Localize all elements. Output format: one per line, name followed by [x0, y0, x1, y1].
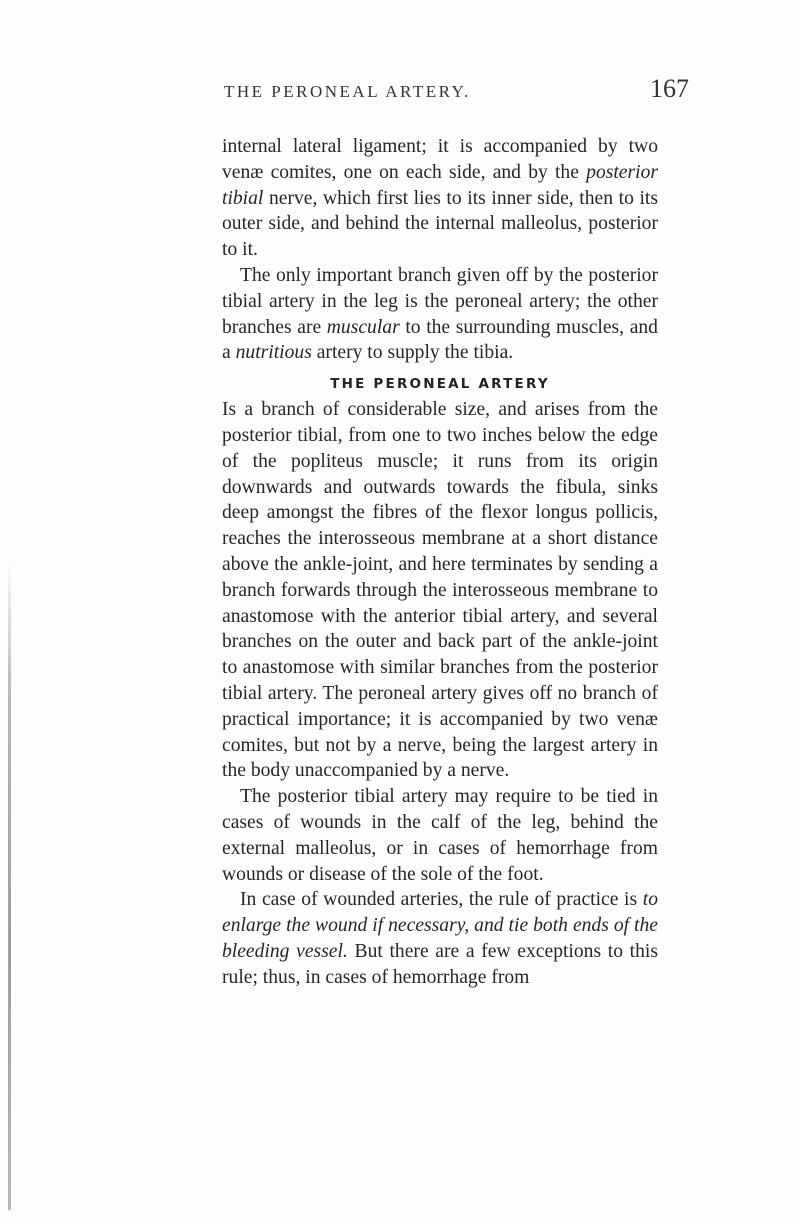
italic-term: muscular — [326, 316, 400, 338]
italic-rule: to enlarge the wound if necessary, and tie both ends of the bleeding vessel. — [222, 889, 658, 962]
text-run: But there are a few exceptions to this rule; thus, in cases of hemorrhage from — [222, 940, 658, 988]
running-title: THE PERONEAL ARTERY. — [224, 82, 471, 101]
paragraph-3: Is a branch of considerable size, and arises from the posterior tibial, from one to two inches below the edge of the popliteus muscle; it runs from its origin downwards and outwards towards the fibula, sinks deep amongst the fibres of the flexor longus pollicis, reaches the interosseous membrane at a short distance above the ankle-joint, and here terminates by sending a branch forwards through the interosseous membrane to anastomose with the anterior tibial artery, and several branches on the outer and back part of the ankle-joint to anastomose with similar branches from the posterior tibial artery. The peroneal artery gives off no branch of practical importance; it is accompanied by two venæ comites, but not by a nerve, being the largest artery in the body unaccompanied by a nerve. — [222, 399, 658, 782]
paragraph-2 — [222, 263, 658, 366]
paragraph-5 — [222, 887, 658, 990]
italic-term: posterior tibial — [222, 161, 658, 209]
text-run: The only important branch given off by the posterior tibial artery in the leg is the peroneal artery; the other branches are — [222, 264, 658, 338]
text-run: internal lateral ligament; it is accompanied by two venæ comites, one on each side, and by the — [222, 136, 658, 183]
body-text — [222, 134, 658, 991]
text-run: nerve, which first lies to its inner side, then to its outer side, and behind the internal malleolus, posterior to it. — [222, 187, 658, 261]
italic-term: nutritious — [235, 342, 312, 364]
text-run: artery to supply the tibia. — [311, 342, 514, 364]
text-run: to the surrounding muscles, and a — [222, 316, 658, 364]
section-heading: THE PERONEAL ARTERY — [330, 376, 550, 393]
text-run: In case of wounded arteries, the rule of practice is — [240, 889, 643, 911]
page-number: 167 — [650, 74, 689, 103]
running-head — [0, 74, 800, 112]
paragraph-1 — [222, 134, 658, 263]
paragraph-4: The posterior tibial artery may require to be tied in cases of wounds in the calf of the leg, behind the external malleolus, or in cases of hemorrhage from wounds or disease of the sole of the foot. — [222, 786, 658, 885]
page-gutter-shadow — [8, 560, 11, 1210]
